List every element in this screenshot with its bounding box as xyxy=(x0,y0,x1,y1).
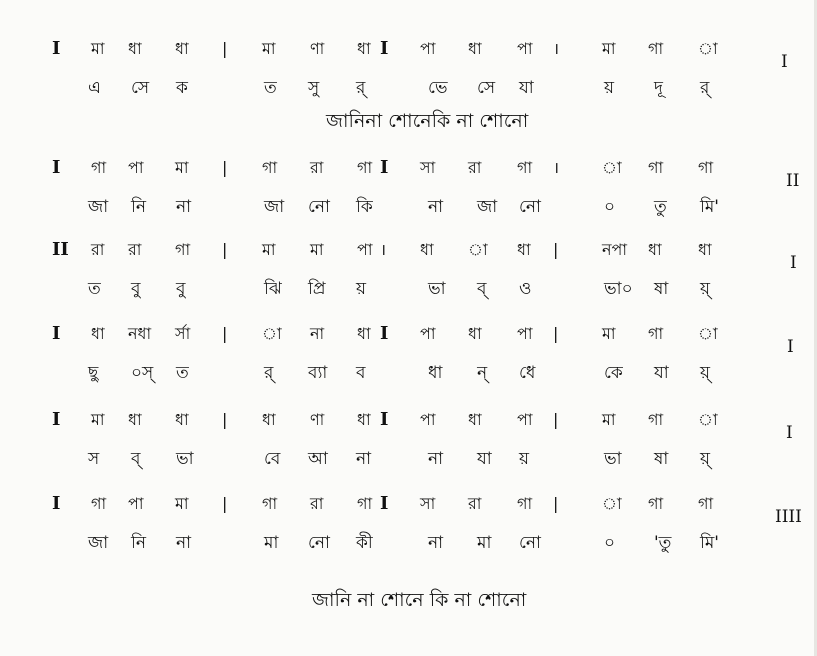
swara-note: ধা xyxy=(698,240,712,259)
refrain-line-bottom: জানি না শোনে কি না শোনো xyxy=(312,589,527,611)
lyric-syllable: নি xyxy=(131,197,147,217)
swara-note: ণা xyxy=(310,410,325,429)
swara-note: পা xyxy=(420,324,436,343)
swara-note: গা xyxy=(175,240,191,259)
lyric-syllable: জা xyxy=(264,197,285,217)
bar-line: | xyxy=(553,324,559,343)
lyric-row xyxy=(0,75,817,101)
lyric-syllable: কি xyxy=(356,197,373,217)
tala-marker: I xyxy=(787,337,794,357)
swara-note: নপা xyxy=(602,240,628,259)
swara-note: সা xyxy=(420,494,436,513)
lyric-syllable: মা xyxy=(264,533,279,553)
swara-note: নধা xyxy=(128,324,152,343)
lyric-syllable: না xyxy=(356,449,372,469)
lyric-syllable: ধে xyxy=(519,363,536,383)
swara-note: মা xyxy=(310,240,324,259)
bar-line: I xyxy=(380,323,389,344)
lyric-row xyxy=(0,530,817,556)
swara-note: গা xyxy=(648,39,664,58)
refrain-line-top: জানিনা শোনেকি না শোনো xyxy=(326,110,529,132)
swara-note: রা xyxy=(310,158,324,177)
lyric-syllable: এ xyxy=(88,78,101,98)
swara-note: না xyxy=(310,324,325,343)
lyric-syllable: র্ xyxy=(356,78,366,98)
lyric-syllable: ভে xyxy=(428,78,448,98)
lyric-syllable: না xyxy=(176,197,192,217)
lyric-row xyxy=(0,194,817,220)
lyric-syllable: না xyxy=(428,197,444,217)
lyric-syllable: কী xyxy=(356,533,373,553)
lyric-syllable: ভা xyxy=(428,279,446,299)
lyric-syllable: জা xyxy=(88,533,109,553)
swara-note: গা xyxy=(648,158,664,177)
swara-note: ধা xyxy=(420,240,434,259)
swara-note: পা xyxy=(128,158,144,177)
lyric-syllable: জা xyxy=(88,197,109,217)
swara-note: পা xyxy=(517,39,533,58)
tala-marker: IIII xyxy=(775,507,802,527)
bar-line: | xyxy=(553,410,559,429)
swara-note: পা xyxy=(420,39,436,58)
lyric-syllable: বু xyxy=(131,279,141,299)
swara-note: রা xyxy=(91,240,105,259)
lyric-syllable: ত xyxy=(264,78,277,98)
bar-line: I xyxy=(52,157,61,178)
lyric-syllable: নো xyxy=(308,197,330,217)
swara-note: া xyxy=(602,494,622,513)
swara-note: পা xyxy=(357,240,373,259)
lyric-syllable: ০ xyxy=(604,197,616,217)
swara-note: ধা xyxy=(128,410,142,429)
lyric-syllable: ব্ xyxy=(477,279,487,299)
notation-row xyxy=(0,36,817,62)
notation-row xyxy=(0,321,817,347)
bar-line: I xyxy=(52,323,61,344)
swara-note: ধা xyxy=(517,240,531,259)
bar-line: I xyxy=(380,38,389,59)
swara-note: গা xyxy=(357,494,373,513)
swara-note: মা xyxy=(602,324,616,343)
bar-line: | xyxy=(222,240,228,259)
lyric-syllable: ঝি xyxy=(264,279,282,299)
lyric-syllable: বু xyxy=(176,279,186,299)
lyric-syllable: ধা xyxy=(428,363,443,383)
lyric-syllable: ক xyxy=(176,78,188,98)
swara-note: মা xyxy=(602,410,616,429)
lyric-row xyxy=(0,360,817,386)
bar-line: I xyxy=(52,409,61,430)
lyric-syllable: ভা xyxy=(176,449,194,469)
lyric-syllable: ০ xyxy=(604,533,616,553)
swara-note: ধা xyxy=(91,324,105,343)
lyric-syllable: র্ xyxy=(264,363,274,383)
bar-line: | xyxy=(222,324,228,343)
swara-note: পা xyxy=(420,410,436,429)
lyric-syllable: জা xyxy=(477,197,498,217)
lyric-syllable: ষা xyxy=(654,279,669,299)
swara-note: গা xyxy=(698,494,714,513)
swara-note: গা xyxy=(91,494,107,513)
swara-note: রা xyxy=(468,158,482,177)
swara-note: ধা xyxy=(262,410,276,429)
swara-note: র্সা xyxy=(175,324,191,343)
lyric-syllable: আ xyxy=(308,449,328,469)
swara-note: রা xyxy=(310,494,324,513)
swara-note: ধা xyxy=(175,410,189,429)
lyric-syllable: নি xyxy=(131,533,147,553)
swara-note: মা xyxy=(91,39,105,58)
lyric-syllable: ছু xyxy=(88,363,99,383)
swara-note: মা xyxy=(262,39,276,58)
bar-line: | xyxy=(222,410,228,429)
lyric-syllable: ব্ xyxy=(131,449,141,469)
lyric-syllable: ত xyxy=(88,279,101,299)
lyric-row xyxy=(0,446,817,472)
lyric-syllable: তু xyxy=(654,197,667,217)
swara-note: মা xyxy=(602,39,616,58)
lyric-syllable: যা xyxy=(477,449,492,469)
swara-note: ধা xyxy=(468,324,482,343)
lyric-syllable: নো xyxy=(519,197,541,217)
lyric-syllable: না xyxy=(428,449,444,469)
swara-note: া xyxy=(468,240,488,259)
swara-note: মা xyxy=(91,410,105,429)
lyric-syllable: য় xyxy=(519,449,530,469)
lyric-row xyxy=(0,276,817,302)
lyric-syllable: না xyxy=(176,533,192,553)
bar-line: । xyxy=(553,158,560,177)
swara-note: া xyxy=(698,324,718,343)
lyric-syllable: ভা xyxy=(604,449,622,469)
lyric-syllable: ন্ xyxy=(477,363,488,383)
swara-note: পা xyxy=(128,494,144,513)
bar-line: | xyxy=(222,158,228,177)
lyric-syllable: কে xyxy=(604,363,623,383)
swara-note: া xyxy=(602,158,622,177)
swara-note: ধা xyxy=(128,39,142,58)
lyric-syllable: ব xyxy=(356,363,366,383)
lyric-syllable: ভা০ xyxy=(604,279,633,299)
lyric-syllable: প্রি xyxy=(308,279,326,299)
bar-line: | xyxy=(553,494,559,513)
swara-note: ধা xyxy=(468,39,482,58)
swara-note: রা xyxy=(128,240,142,259)
bar-line: II xyxy=(52,239,69,260)
lyric-syllable: মা xyxy=(477,533,492,553)
swara-note: গা xyxy=(648,494,664,513)
bar-line: । xyxy=(553,39,560,58)
bar-line: I xyxy=(52,38,61,59)
lyric-syllable: মি' xyxy=(700,533,719,553)
notation-row xyxy=(0,155,817,181)
swara-note: গা xyxy=(262,158,278,177)
lyric-syllable: য়্ xyxy=(700,279,711,299)
swara-note: মা xyxy=(175,158,189,177)
swara-note: পা xyxy=(517,324,533,343)
lyric-syllable: 'তু xyxy=(654,533,672,553)
lyric-syllable: নো xyxy=(519,533,541,553)
lyric-syllable: য়্ xyxy=(700,449,711,469)
bar-line: | xyxy=(222,39,228,58)
swara-note: ধা xyxy=(175,39,189,58)
lyric-syllable: ও xyxy=(519,279,532,299)
lyric-syllable: সে xyxy=(477,78,496,98)
lyric-syllable: ০স্ xyxy=(131,363,154,383)
lyric-syllable: বে xyxy=(264,449,281,469)
lyric-syllable: ত xyxy=(176,363,189,383)
lyric-syllable: ষা xyxy=(654,449,669,469)
notation-row xyxy=(0,407,817,433)
bar-line: । xyxy=(380,240,387,259)
lyric-syllable: সে xyxy=(131,78,150,98)
lyric-syllable: দূ xyxy=(654,78,663,98)
swara-note: ধা xyxy=(648,240,662,259)
lyric-syllable: যা xyxy=(654,363,669,383)
lyric-syllable: মি' xyxy=(700,197,719,217)
swara-note: গা xyxy=(648,324,664,343)
swara-note: রা xyxy=(468,494,482,513)
swara-note: মা xyxy=(262,240,276,259)
swara-note: া xyxy=(262,324,282,343)
swara-note: গা xyxy=(91,158,107,177)
swara-note: সা xyxy=(420,158,436,177)
swara-note: গা xyxy=(517,494,533,513)
lyric-syllable: র্ xyxy=(700,78,710,98)
tala-marker: II xyxy=(786,171,800,191)
tala-marker: I xyxy=(786,423,793,443)
lyric-syllable: য়্ xyxy=(700,363,711,383)
swara-note: ণা xyxy=(310,39,325,58)
lyric-syllable: নো xyxy=(308,533,330,553)
swara-note: া xyxy=(698,39,718,58)
bar-line: I xyxy=(52,493,61,514)
bar-line: I xyxy=(380,157,389,178)
swara-note: ধা xyxy=(357,39,371,58)
notation-row xyxy=(0,237,817,263)
lyric-syllable: যা xyxy=(519,78,534,98)
tala-marker: I xyxy=(790,253,797,273)
swara-note: গা xyxy=(262,494,278,513)
lyric-syllable: সু xyxy=(308,78,320,98)
notation-row xyxy=(0,491,817,517)
swara-note: গা xyxy=(357,158,373,177)
swara-note: ধা xyxy=(357,410,371,429)
swara-note: গা xyxy=(648,410,664,429)
bar-line: I xyxy=(380,493,389,514)
tala-marker: I xyxy=(781,52,788,72)
lyric-syllable: ব্যা xyxy=(308,363,328,383)
bar-line: | xyxy=(553,240,559,259)
lyric-syllable: স xyxy=(88,449,100,469)
lyric-syllable: না xyxy=(428,533,444,553)
swara-note: ধা xyxy=(357,324,371,343)
swara-note: ধা xyxy=(468,410,482,429)
swara-note: মা xyxy=(175,494,189,513)
bar-line: I xyxy=(380,409,389,430)
swara-note: া xyxy=(698,410,718,429)
bar-line: | xyxy=(222,494,228,513)
lyric-syllable: য় xyxy=(356,279,367,299)
lyric-syllable: য় xyxy=(604,78,615,98)
swara-note: গা xyxy=(517,158,533,177)
swara-note: গা xyxy=(698,158,714,177)
swara-note: পা xyxy=(517,410,533,429)
